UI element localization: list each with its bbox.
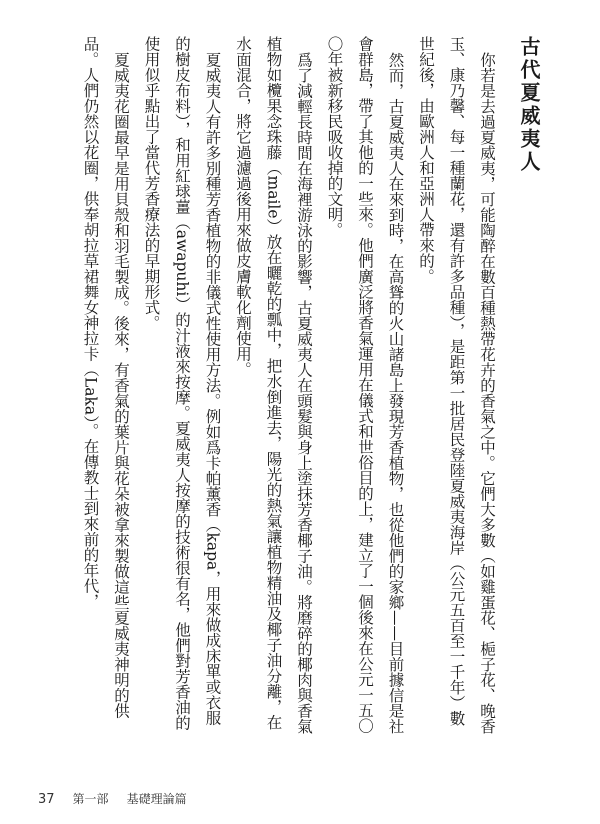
paragraph-3: 爲了減輕長時間在海裡游泳的影響，古夏威夷人在頭髮與身上塗抹芳香椰子油。將磨碎的椰肉與香氣植物如欖果念珠藤（maile）放在曬乾的瓢中，把水倒進去，陽光的熱氣讓植物精油及椰子油分離，在水面混合，將它過濾過後用來做皮膚軟化劑使用。 (234, 36, 313, 734)
footer-chapter: 基礎理論篇 (126, 792, 187, 806)
body-text (62, 36, 502, 736)
footer-section: 第一部 (72, 792, 109, 806)
section-title: 古代夏威夷人 (517, 36, 541, 174)
paragraph-5: 夏威夷花圈最早是用貝殼和羽毛製成。後來，有香氣的葉片與花朵被拿來製做這些夏威夷神明的供品。人們仍然以花圈，供奉胡拉草裙舞女神拉卡（Laka）。在傳教士到來前的年代， (81, 36, 130, 718)
paragraph-2: 然而，古夏威夷人在來到時，在高聳的火山諸島上發現芳香植物，也從他們的家鄉——目前據信是社會群島，帶了其他的一些來。他們廣泛將香氣運用在儀式和世俗目的上，建立了一個後來在公元一五〇〇年被新移民吸收掉的文明。 (325, 36, 405, 734)
page-number: 37 (38, 792, 55, 807)
page-footer (38, 790, 187, 807)
paragraph-1: 你若是去過夏威夷，可能陶醉在數百種熱帶花卉的香氣之中。它們大多數（如雞蛋花、梔子花、晚香玉、康乃馨、每一種蘭花，還有許多品種），是距第一批居民登陸夏威夷海岸（公元五百至一千年）數世紀後，由歐洲人和亞洲人帶來的。 (417, 36, 496, 734)
paragraph-4: 夏威夷人有許多別種芳香植物的非儀式性使用方法。例如爲卡帕薰香（kapa，用來做成床單或衣服的樹皮布料），和用紅球薑（awapuhi）的汁液來按摩。夏威夷人按摩的技術很有名，他們對芳香油的使用似乎點出了當代芳香療法的早期形式。 (142, 36, 222, 731)
